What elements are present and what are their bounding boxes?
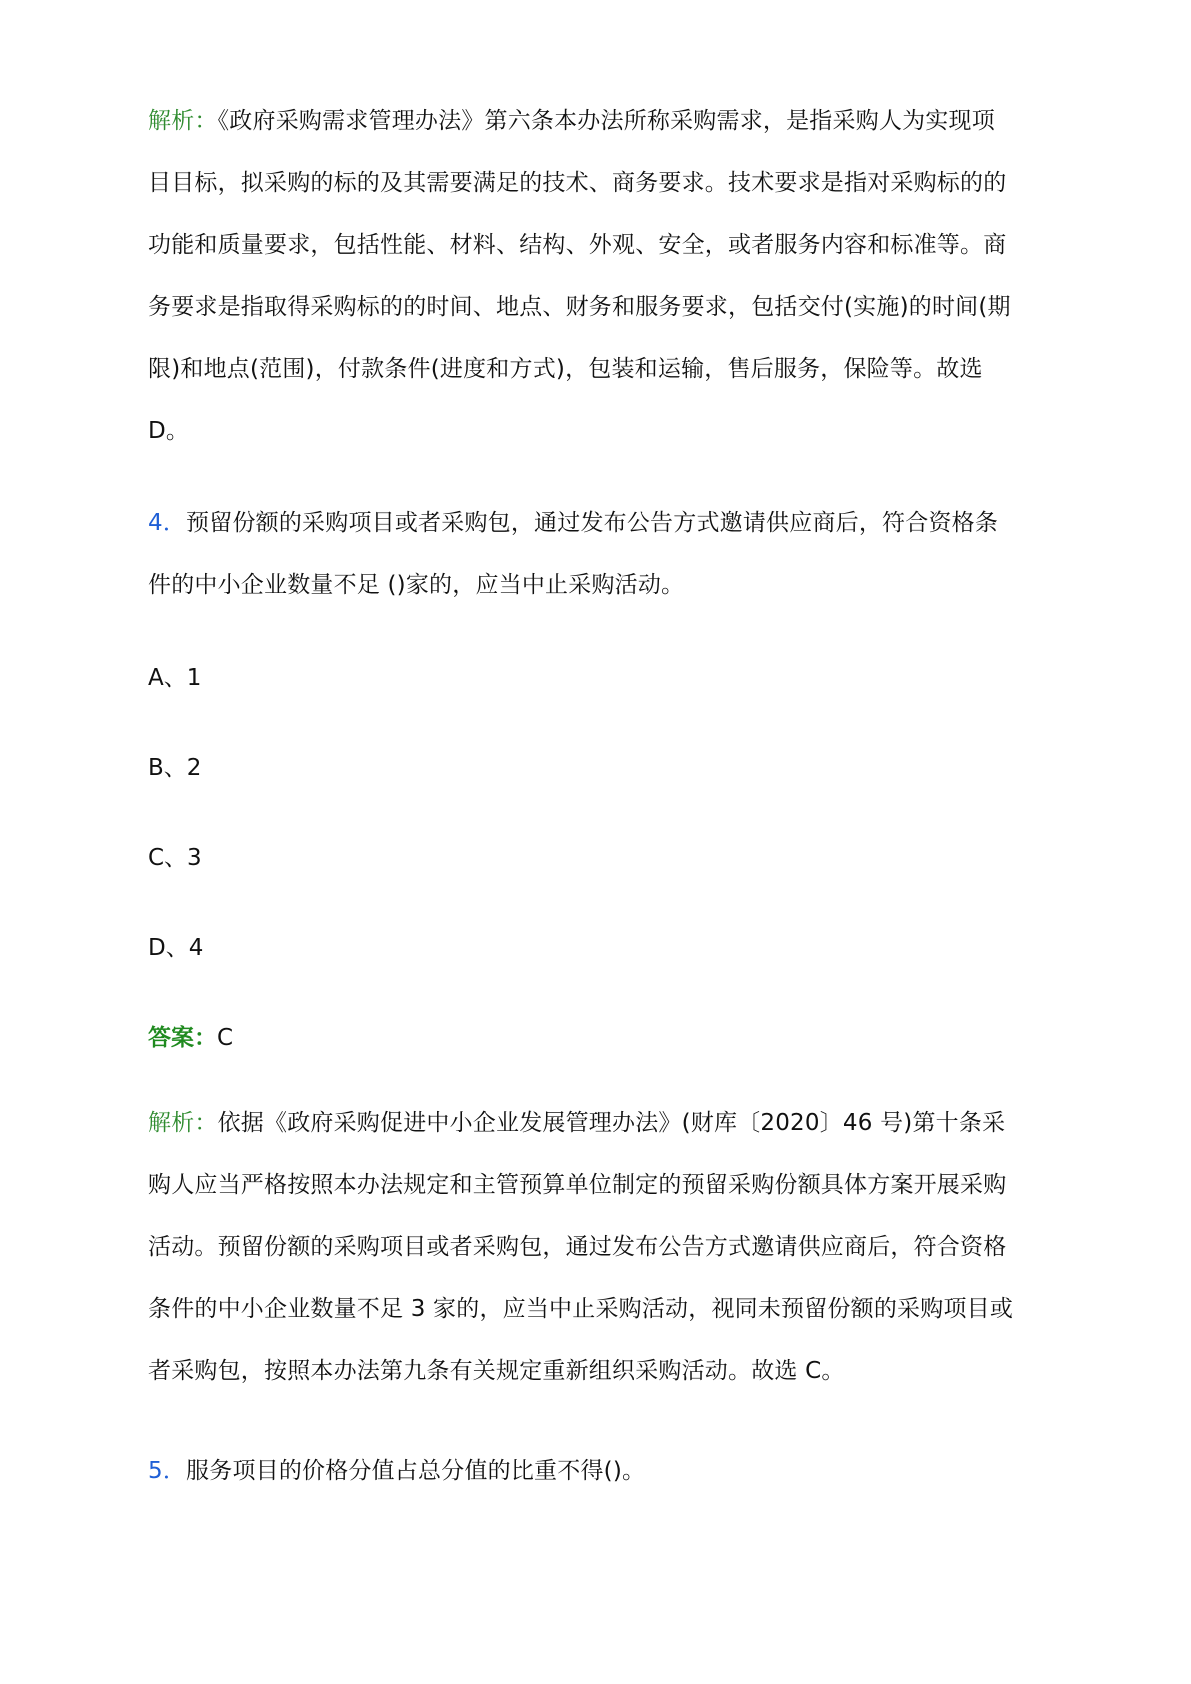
- answer-value: C: [217, 1025, 234, 1051]
- analysis-q4: [148, 1092, 1048, 1402]
- question-number: 4．: [148, 510, 187, 536]
- answer: [148, 1018, 233, 1058]
- question-5: [148, 1440, 1048, 1502]
- analysis-q4-line-2: 购人应当严格按照本办法规定和主管预算单位制定的预留采购份额具体方案开展采购: [148, 1172, 1007, 1198]
- analysis-q3-line-6: D。: [148, 418, 190, 444]
- question-number: 5．: [148, 1458, 187, 1484]
- question-4-line-2: 件的中小企业数量不足 ()家的，应当中止采购活动。: [148, 572, 685, 598]
- option-c: C、3: [148, 845, 202, 871]
- option-d: D、4: [148, 935, 204, 961]
- answer-label: 答案：: [148, 1025, 217, 1051]
- analysis-q4-line-3: 活动。预留份额的采购项目或者采购包，通过发布公告方式邀请供应商后，符合资格: [148, 1234, 1007, 1260]
- analysis-label: 解析：: [148, 108, 218, 134]
- analysis-q3-line-5: 限)和地点(范围)，付款条件(进度和方式)，包装和运输，售后服务，保险等。故选: [148, 356, 983, 382]
- analysis-q4-line-5: 者采购包，按照本办法第九条有关规定重新组织采购活动。故选 C。: [148, 1358, 845, 1384]
- analysis-label: 解析：: [148, 1110, 218, 1136]
- option-b: B、2: [148, 755, 202, 781]
- analysis-q3-line-4: 务要求是指取得采购标的的时间、地点、财务和服务要求，包括交付(实施)的时间(期: [148, 294, 1011, 320]
- question-4: [148, 492, 1048, 616]
- question-4-line-1: 4．预留份额的采购项目或者采购包，通过发布公告方式邀请供应商后，符合资格条: [148, 510, 999, 536]
- analysis-q4-line-4: 条件的中小企业数量不足 3 家的，应当中止采购活动，视同未预留份额的采购项目或: [148, 1296, 1014, 1322]
- option-a: A、1: [148, 665, 202, 691]
- analysis-q3-line-2: 目目标，拟采购的标的及其需要满足的技术、商务要求。技术要求是指对采购标的的: [148, 170, 1007, 196]
- question-5-line-1: 5．服务项目的价格分值占总分值的比重不得()。: [148, 1458, 646, 1484]
- analysis-q4-line-1: 解析：依据《政府采购促进中小企业发展管理办法》(财库〔2020〕46 号)第十条采: [148, 1110, 1006, 1136]
- analysis-q3-line-3: 功能和质量要求，包括性能、材料、结构、外观、安全，或者服务内容和标准等。商: [148, 232, 1007, 258]
- analysis-q3-line-1: 解析：《政府采购需求管理办法》第六条本办法所称采购需求，是指采购人为实现项: [148, 108, 995, 134]
- analysis-q3: [148, 90, 1048, 462]
